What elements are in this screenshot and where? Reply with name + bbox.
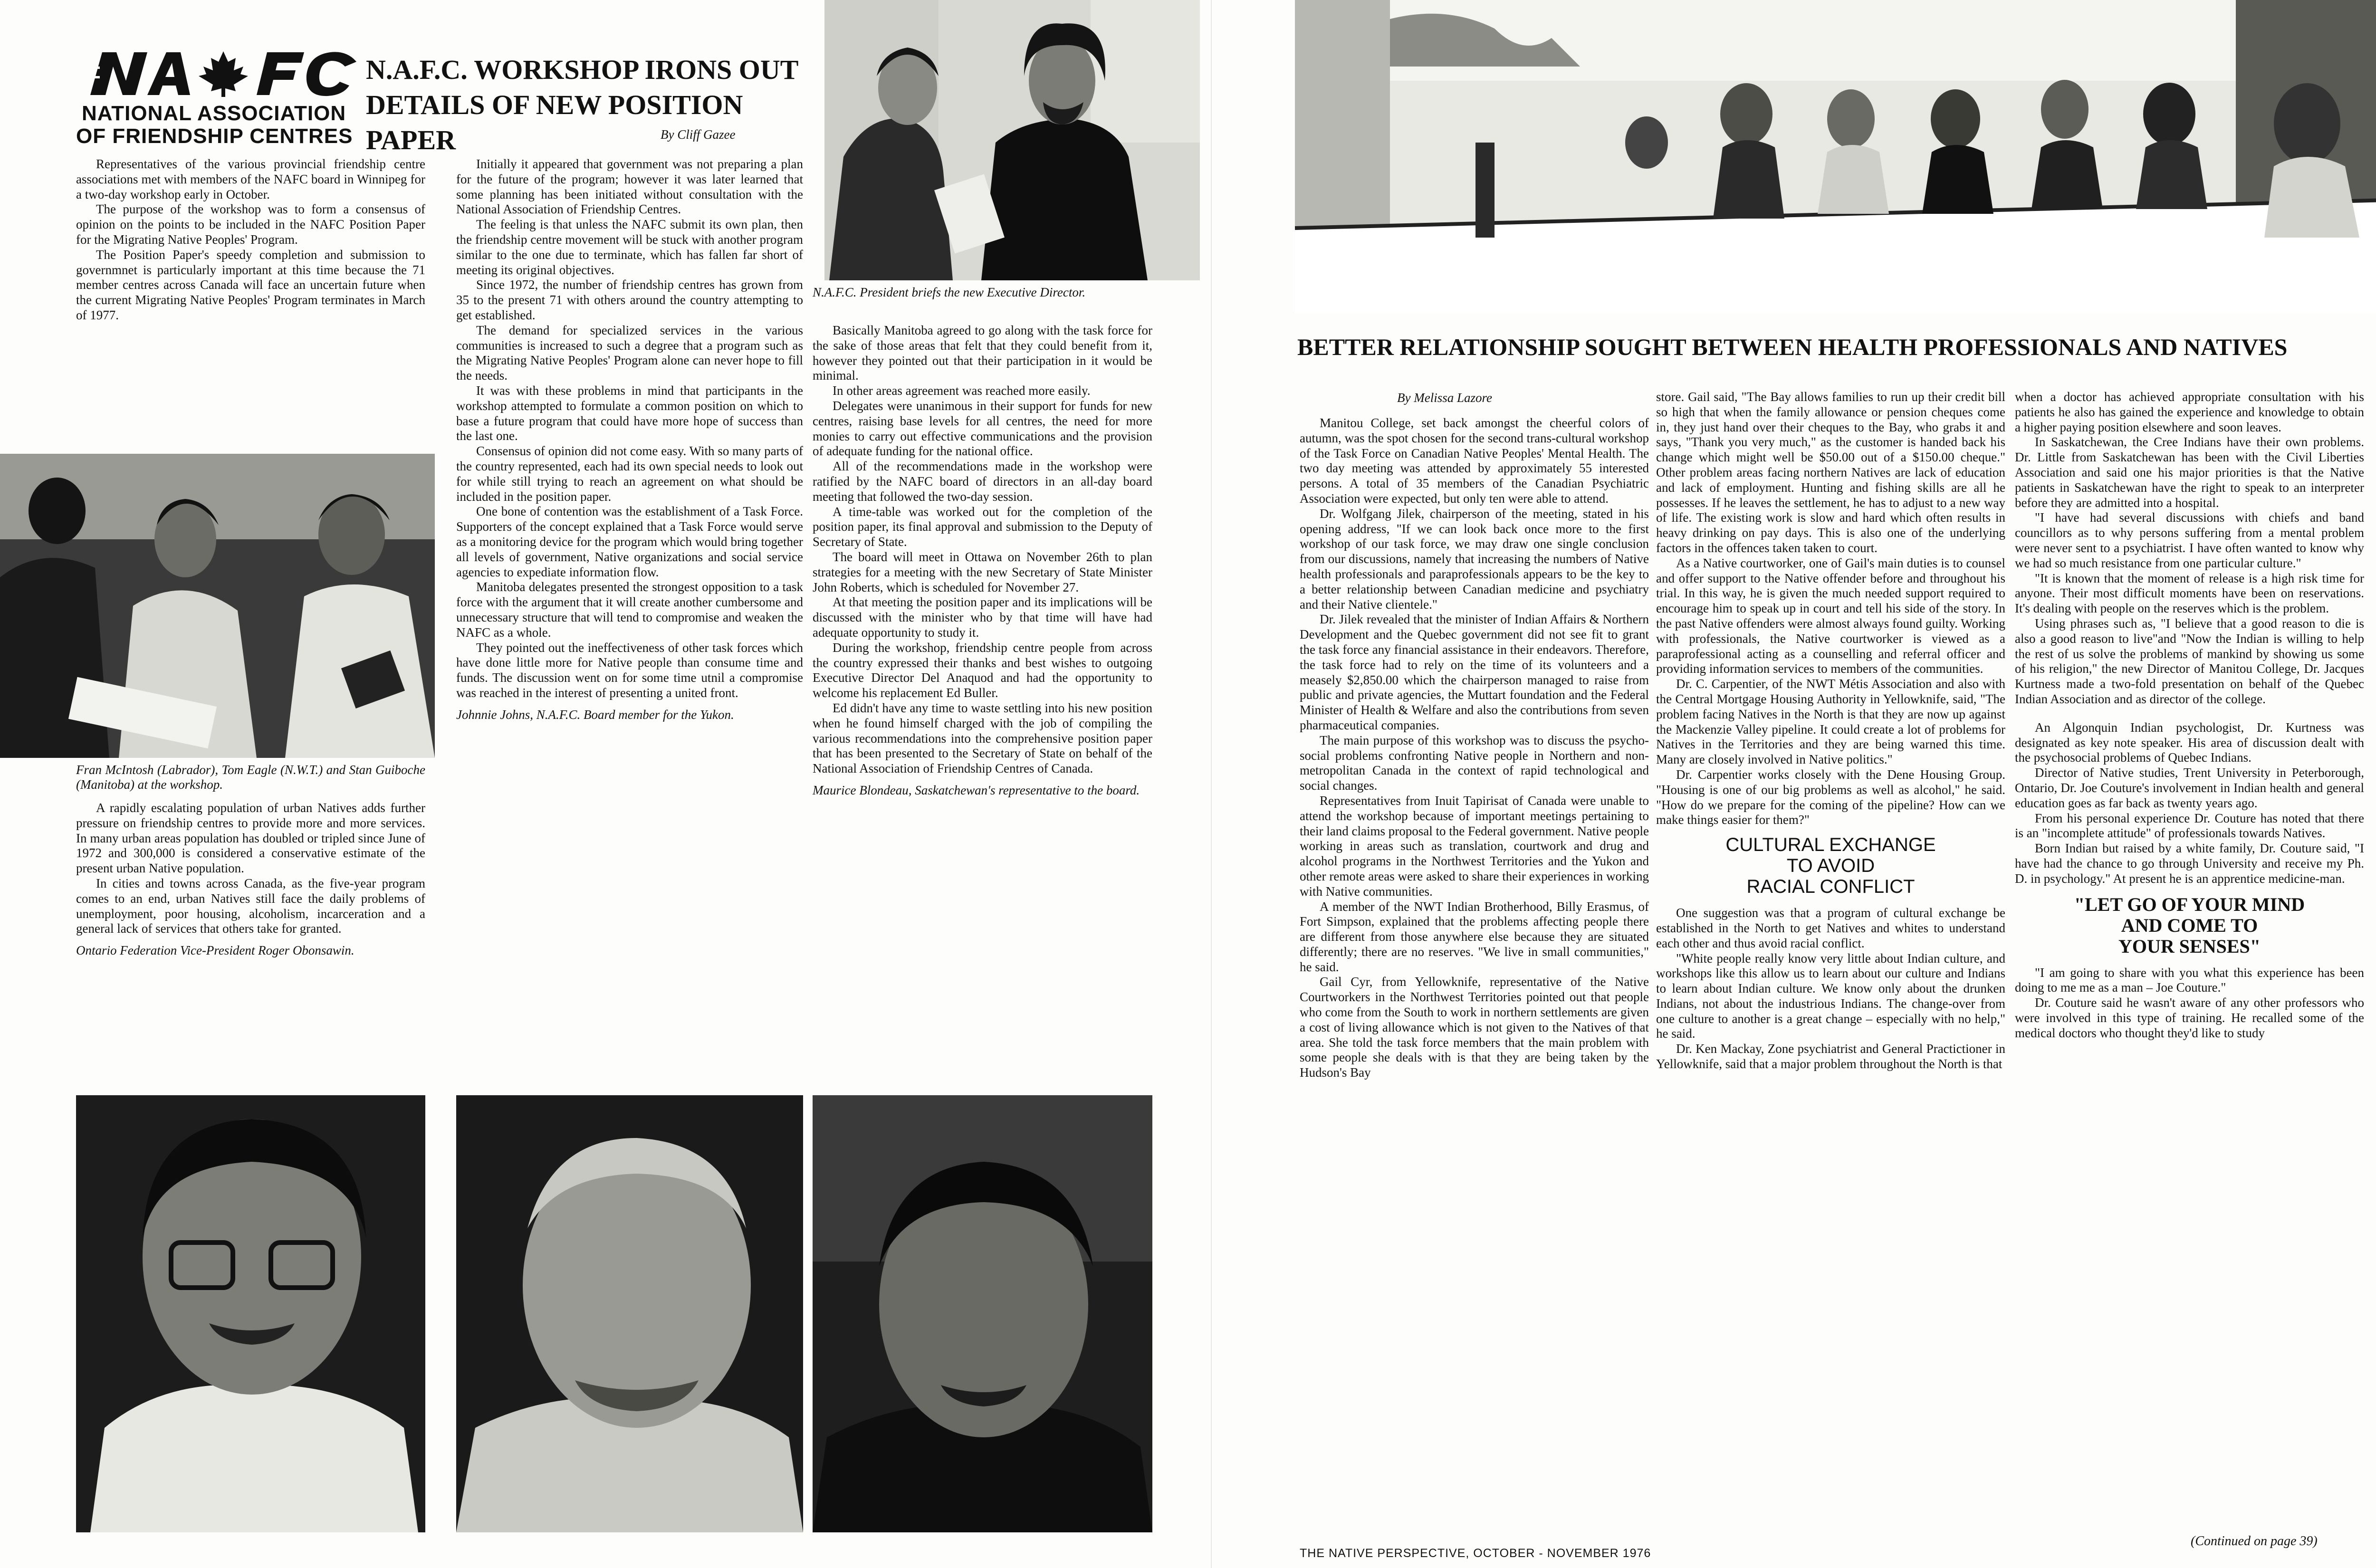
paragraph: The purpose of the workshop was to form a consensus of opinion on the points to be included in the NAFC Position Paper for the Migrating Native Peoples' Program.	[76, 202, 425, 247]
subhead-line: "LET GO OF YOUR MIND	[2074, 893, 2305, 915]
paragraph: It was with these problems in mind that participants in the workshop attempted to formulate a common position on which to base a future program that could have more hope of success than the last one.	[456, 383, 803, 443]
paragraph: The demand for specialized services in the various communities is increased to such a degree that a program such as the Migrating Native Peoples' Program alone can never hope to fill the needs.	[456, 323, 803, 383]
left-col3	[813, 323, 1152, 798]
paragraph: They pointed out the ineffectiveness of other task forces which have done little more for Native people than consume time and funds. The discussion went on for some time utnil a compromise was reached in the interest of presenting a united front.	[456, 640, 803, 700]
caption-workshop-box	[76, 763, 425, 792]
paragraph: Dr. Jilek revealed that the minister of Indian Affairs & Northern Development and the Quebec government did not see fit to grant the task force any financial assistance in their endeavors. Therefore, the task force had to rely on the time of its volunteers and a measely $2,850.00 which the chairperson managed to raise from public and private agencies, the Muttart foundation and the Federal Minister of Health & Welfare and also the contributions from seven pharmaceutical companies.	[1300, 612, 1649, 732]
nafc-logo	[76, 48, 366, 148]
paragraph: Using phrases such as, "I believe that a good reason to die is also a good reason to live"and "Now the Indian is willing to help the rest of us solve the problems of mankind by showing us some of his religion," the new Director of Manitou College, Dr. Jacques Kurtness made a two-fold presentation on behalf of the Quebec Indian Association and as director of the college.	[2015, 616, 2364, 706]
right-byline: By Melissa Lazore	[1397, 391, 1492, 405]
spacer	[2015, 707, 2364, 720]
paragraph: Initially it appeared that government was not preparing a plan for the future of the program; however it was later learned that some planning has been initiated without consultation with the National Association of Friendship Centres.	[456, 157, 803, 217]
paragraph: Dr. Wolfgang Jilek, chairperson of the meeting, stated in his opening address, "If we can look back once more to the first workshop of our task force, we may draw one single conclusion from our discussions, namely that increasing the numbers of Native health professionals and paraprofessionals appears to be the key to a better relationship between Canadian medicine and psychiatry and their Native clientele."	[1300, 506, 1649, 612]
paragraph: Ed didn't have any time to waste settling into his new position when he found himself charged with the job of compiling the various recommendations into the comprehensive position paper that has been presented to the Secretary of State on behalf of the National Association of Friendship Centres of Canada.	[813, 700, 1152, 776]
left-byline: By Cliff Gazee	[661, 127, 736, 142]
right-col2	[1656, 390, 2005, 1072]
paragraph: "I have had several discussions with chiefs and band councillors as to why persons suffering from a mental problem were never sent to a psychiatrist. I have often wanted to know why we had so much resistance from one particular culture."	[2015, 510, 2364, 570]
paragraph: Delegates were unanimous in their support for funds for new centres, raising base levels for all centres, the need for more monies to carry out effective communications and the provision of adequate funding for the national office.	[813, 398, 1152, 459]
paragraph: Born Indian but raised by a white family, Dr. Couture said, "I have had the chance to go through University and receive my Ph. D. in psychology." At present he is an apprentice medicine-man.	[2015, 841, 2364, 886]
paragraph: Dr. Couture said he wasn't aware of any other professors who were involved in this type of training. He recalled some of the medical doctors who thought they'd like to study	[2015, 995, 2364, 1040]
paragraph: Representatives from Inuit Tapirisat of Canada were unable to attend the workshop because of important meetings pertaining to their land claims proposal to the Federal government. Native people working in areas such as translation, courtwork and drug and alcohol programs in the Northwest Territories and the Yukon and other remote areas were asked to share their experiences in working with Native communities.	[1300, 793, 1649, 899]
caption-workshop: Fran McIntosh (Labrador), Tom Eagle (N.W.T.) and Stan Guiboche (Manitoba) at the workshop.	[76, 763, 425, 792]
paragraph: Basically Manitoba agreed to go along with the task force for the sake of those areas that felt that they could benefit from it, however they pointed out that their participation in it would be minimal.	[813, 323, 1152, 383]
photo-blondeau	[813, 1095, 1152, 1532]
paragraph: In Saskatchewan, the Cree Indians have their own problems. Dr. Little from Saskatchewan has been with the Civil Liberties Association and said one his major priorities is that the Native patients in Saskatchewan have the right to speak to an interpreter before they are admitted into a hospital.	[2015, 435, 2364, 510]
paragraph: Dr. Ken Mackay, Zone psychiatrist and General Practictioner in Yellowknife, said that a major problem throughout the North is that	[1656, 1042, 2005, 1071]
caption-johns: Johnnie Johns, N.A.F.C. Board member for the Yukon.	[456, 707, 734, 722]
photo-health-panel	[1295, 0, 2376, 314]
paragraph: Consensus of opinion did not come easy. With so many parts of the country represented, each had its own special needs to look out for while still trying to reach an agreement on what should be included in the position paper.	[456, 444, 803, 504]
paragraph: The board will meet in Ottawa on November 26th to plan strategies for a meeting with the new Secretary of State Minister John Roberts, which is scheduled for November 27.	[813, 549, 1152, 594]
caption-president-box	[813, 285, 1152, 300]
nafc-logo-mark	[81, 48, 366, 100]
subhead-let-go	[2015, 894, 2364, 957]
paragraph: Manitoba delegates presented the strongest opposition to a task force with the argument that it will create another cumbersome and unnecessary structure that will tend to compromise and weaken the NAFC as a whole.	[456, 580, 803, 640]
logo-line-2: OF FRIENDSHIP CENTRES	[76, 124, 353, 148]
left-headline-line-2: DETAILS OF NEW POSITION PAPER	[366, 89, 743, 155]
paragraph: Representatives of the various provincial friendship centre associations met with members of the NAFC board in Winnipeg for a two-day workshop early in October.	[76, 157, 425, 201]
paragraph: when a doctor has achieved appropriate consultation with his patients he also has gained the experience and knowledge to obtain a higher paying position elsewhere and soon leaves.	[2015, 390, 2364, 434]
subhead-line: CULTURAL EXCHANGE	[1725, 834, 1936, 856]
subhead-cultural-exchange	[1656, 834, 2005, 897]
subhead-line: RACIAL CONFLICT	[1746, 876, 1915, 898]
paragraph: The feeling is that unless the NAFC submit its own plan, then the friendship centre movement will be stuck with another program similar to the one due to terminate, which has fallen far short of meeting its original objectives.	[456, 217, 803, 277]
paragraph: All of the recommendations made in the workshop were ratified by the NAFC board of directors in an all-day board meeting that followed the two-day session.	[813, 459, 1152, 504]
right-col3	[2015, 390, 2364, 1041]
paragraph: "It is known that the moment of release is a high risk time for anyone. Their most difficult moments have been on reservations. It's dealing with people on the reserves which is the problem.	[2015, 571, 2364, 616]
paragraph: "I am going to share with you what this experience has been doing to me me as a man – Joe Couture."	[2015, 965, 2364, 995]
paragraph: Gail Cyr, from Yellowknife, representative of the Native Courtworkers in the Northwest Territories pointed out that people who come from the South to work in northern settlements are given a cost of living allowance which is not given to the Natives of that area. She told the task force members that the main problem with some people she deals with is that they are being taken by the Hudson's Bay	[1300, 975, 1649, 1080]
left-headline	[366, 52, 822, 158]
paragraph: From his personal experience Dr. Couture has noted that there is an "incomplete attitude" of professionals towards Natives.	[2015, 811, 2364, 841]
caption-blondeau: Maurice Blondeau, Saskatchewan's representative to the board.	[813, 783, 1140, 797]
paragraph: Dr. C. Carpentier, of the NWT Métis Association and also with the Central Mortgage Housing Authority in Yellowknife, said, "The problem facing Natives in the North is that they are now up against the Mackenzie Valley pipeline. It could create a lot of problems for Natives in the Territories and they are being warned this time. Many are closely involved in Native politics."	[1656, 677, 2005, 767]
right-headline: BETTER RELATIONSHIP SOUGHT BETWEEN HEALTH PROFESSIONALS AND NATIVES	[1297, 334, 2288, 360]
paragraph: One bone of contention was the establishment of a Task Force. Supporters of the concept explained that a Task Force would serve as a monitoring device for the program which would bring together all levels of government, Native organizations and social service agencies to expediate information flow.	[456, 504, 803, 579]
photo-workshop-participants	[0, 454, 435, 758]
paragraph: store. Gail said, "The Bay allows families to run up their credit bill so high that when the family allowance or pension cheques come in, they just hand over their cheques to the Bay, who grabs it and says, "Thank you very much," as the customer is handed back his change which might well be $50.00 out of a $150.00 cheque." Other problem areas facing northern Natives are lack of education and lack of employment. Hunting and fishing skills are all he possesses. If he leaves the settlement, he has to adjust to a new way of life. The existing work is slow and hard which often results in heavy drinking on pay days. This is also one of the underlying factors in the offences taken taken to court.	[1656, 390, 2005, 555]
paragraph: The Position Paper's speedy completion and submission to governmnet is particularly important at this time because the 71 member centres across Canada will face an uncertain future when the current Migrating Native Peoples' Program terminates in March of 1977.	[76, 247, 425, 322]
left-col1-top	[76, 157, 425, 323]
paragraph: Dr. Carpentier works closely with the Dene Housing Group. "Housing is one of our big problems as well as alcohol," he said. "How do we prepare for the coming of the pipeline? How can we make things easier for them?"	[1656, 767, 2005, 827]
paragraph: One suggestion was that a program of cultural exchange be established in the North to get Natives and whites to understand each other and thus avoid racial conflict.	[1656, 906, 2005, 950]
photo-president-briefing	[824, 0, 1200, 280]
paragraph: The main purpose of this workshop was to discuss the psycho-social problems confronting Native people in Northern and non-metropolitan Canada in the context of rapid technological and social changes.	[1300, 733, 1649, 793]
subhead-line: AND COME TO	[2121, 914, 2258, 936]
paragraph: Manitou College, set back amongst the cheerful colors of autumn, was the spot chosen for the second trans-cultural workshop of the Task Force on Canadian Native Peoples' Mental Health. The two day meeting was attended by approximately 55 interested persons. A total of 35 members of the Canadian Psychiatric Association were expected, but only ten were able to attend.	[1300, 416, 1649, 506]
paragraph: "White people really know very little about Indian culture, and workshops like this allow us to learn about our culture and Indians to learn about Indian culture. We know only about the drunken Indians, not about the industrious Indians. The change-over from one culture to another is a great change – especially with no help," he said.	[1656, 951, 2005, 1041]
paragraph: Director of Native studies, Trent University in Peterborough, Ontario, Dr. Joe Couture's involvement in Indian health and general education goes as far back as twenty years ago.	[2015, 765, 2364, 810]
paragraph: A member of the NWT Indian Brotherhood, Billy Erasmus, of Fort Simpson, explained that the problems affecting people there are different from those anywhere else because they are situated differently; there are no reserves. "We live in small communities," he said.	[1300, 899, 1649, 974]
footer-publication: THE NATIVE PERSPECTIVE, OCTOBER - NOVEMBER 1976	[1300, 1547, 1651, 1560]
continued-note: (Continued on page 39)	[2191, 1534, 2318, 1549]
caption-obonsawin: Ontario Federation Vice-President Roger Obonsawin.	[76, 943, 354, 958]
paragraph: As a Native courtworker, one of Gail's main duties is to counsel and offer support to the Native offender before and throughout his trial. In this way, he is given the much needed support required to encourage him to speak up in court and tell his side of the story. In the past Native offenders were almost always found guilty. Working with professionals, the Native courtworker is viewed as a paraprofessional acting as a counselling and referral officer and providing information services to members of the communities.	[1656, 555, 2005, 676]
photo-obonsawin	[76, 1095, 425, 1532]
right-page	[1212, 0, 2376, 1568]
left-col2	[456, 157, 803, 722]
paragraph: In cities and towns across Canada, as the five-year program comes to an end, urban Natives still face the daily problems of unemployment, poor housing, alcoholism, incarceration and a general lack of services that others take for granted.	[76, 876, 425, 936]
logo-line-1: NATIONAL ASSOCIATION	[82, 102, 346, 125]
paragraph: During the workshop, friendship centre people from across the country expressed their thanks and best wishes to outgoing Executive Director Del Anaquod and had the opportunity to welcome his replacement Ed Buller.	[813, 640, 1152, 700]
left-headline-line-1: N.A.F.C. WORKSHOP IRONS OUT	[366, 54, 799, 85]
right-col1	[1300, 416, 1649, 1080]
subhead-line: YOUR SENSES"	[2118, 935, 2261, 957]
caption-president: N.A.F.C. President briefs the new Executive Director.	[813, 285, 1086, 299]
paragraph: Since 1972, the number of friendship centres has grown from 35 to the present 71 with others around the country attempting to get established.	[456, 277, 803, 322]
subhead-line: TO AVOID	[1786, 855, 1875, 877]
paragraph: A time-table was worked out for the completion of the position paper, its final approval and submission to the Deputy of Secretary of State.	[813, 504, 1152, 549]
paragraph: At that meeting the position paper and its implications will be discussed with the minister who by that time will have had adequate opportunity to study it.	[813, 595, 1152, 640]
paragraph: An Algonquin Indian psychologist, Dr. Kurtness was designated as key note speaker. His area of discussion dealt with the psychosocial problems of Quebec Indians.	[2015, 720, 2364, 765]
photo-johns	[456, 1095, 803, 1532]
paragraph: In other areas agreement was reached more easily.	[833, 383, 1091, 398]
paragraph: A rapidly escalating population of urban Natives adds further pressure on friendship centres to provide more and more services. In many urban areas population has doubled or tripled since June of 1972 and 300,000 is considered a conservative estimate of the present urban Native population.	[76, 801, 425, 876]
left-col1-bottom	[76, 801, 425, 958]
